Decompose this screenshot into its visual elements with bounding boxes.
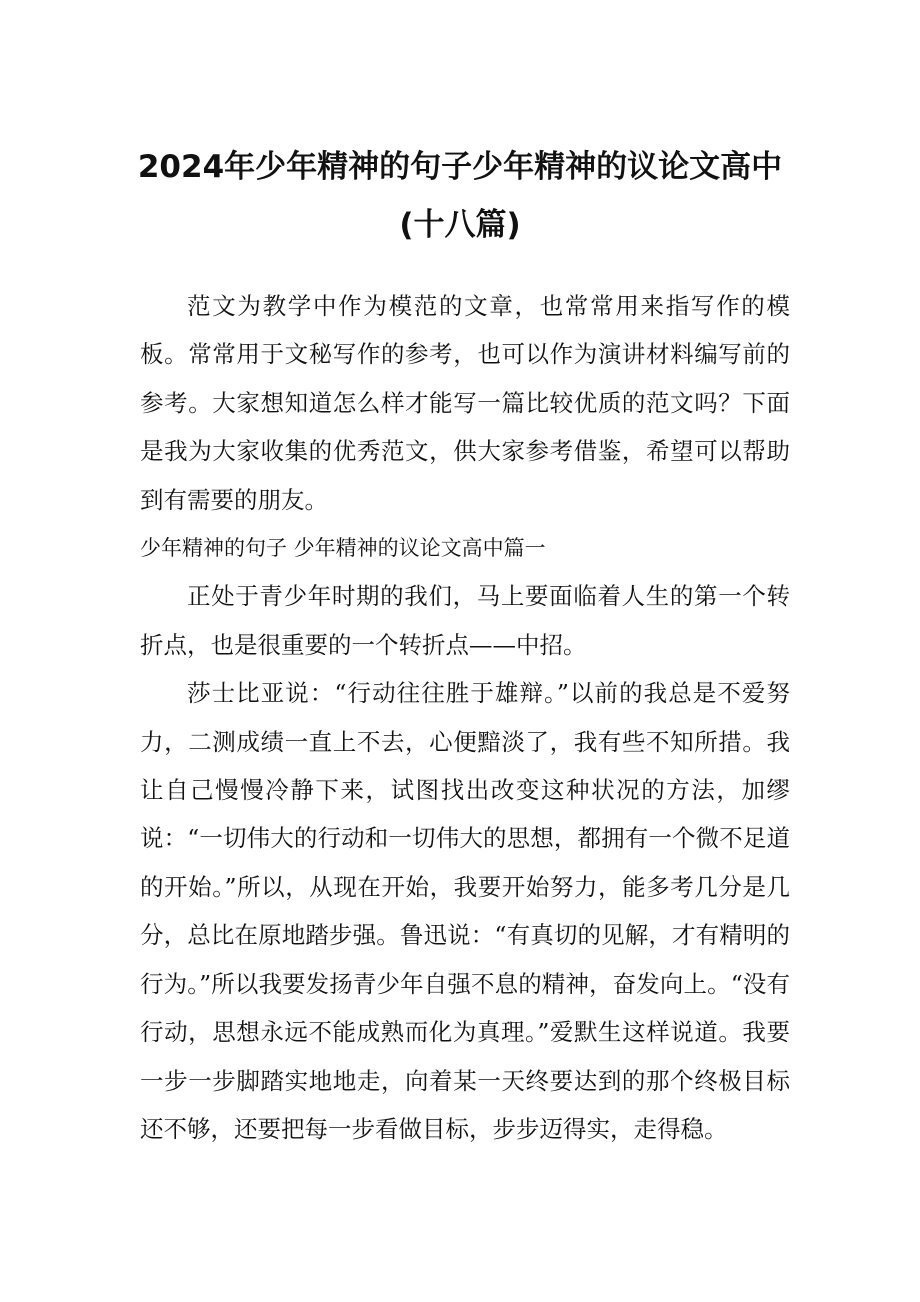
intro-paragraph: 范文为教学中作为模范的文章，也常常用来指写作的模板。常常用于文秘写作的参考，也可以作为演讲材料编写前的参考。大家想知道怎么样才能写一篇比较优质的范文吗？下面是我为大家收集的优秀范文，供大家参考借鉴，希望可以帮助到有需要的朋友。 [140,292,790,514]
body-paragraph-1: 正处于青少年时期的我们，马上要面临着人生的第一个转折点，也是很重要的一个转折点——中招。 [140,582,790,659]
document-title: 2024年少年精神的句子少年精神的议论文高中(十八篇) [137,149,783,243]
section-heading: 少年精神的句子 少年精神的议论文高中篇一 [140,536,546,561]
body-paragraph-2: 莎士比亚说：“行动往往胜于雄辩。”以前的我总是不爱努力，二测成绩一直上不去，心便黯淡了，我有些不知所措。我让自己慢慢冷静下来，试图找出改变这种状况的方法，加缪说：“一切伟大的行动和一切伟大的思想，都拥有一个微不足道的开始。”所以，从现在开始，我要开始努力，能多考几分是几分，总比在原地踏步强。鲁迅说：“有真切的见解，才有精明的行为。”所以我要发扬青少年自强不息的精神，奋发向上。“没有行动，思想永远不能成熟而化为真理。”爱默生这样说道。我要一步一步脚踏实地地走，向着某一天终要达到的那个终极目标还不够，还要把每一步看做目标，步步迈得实，走得稳。 [140,679,790,1143]
document-body [140,282,790,1153]
